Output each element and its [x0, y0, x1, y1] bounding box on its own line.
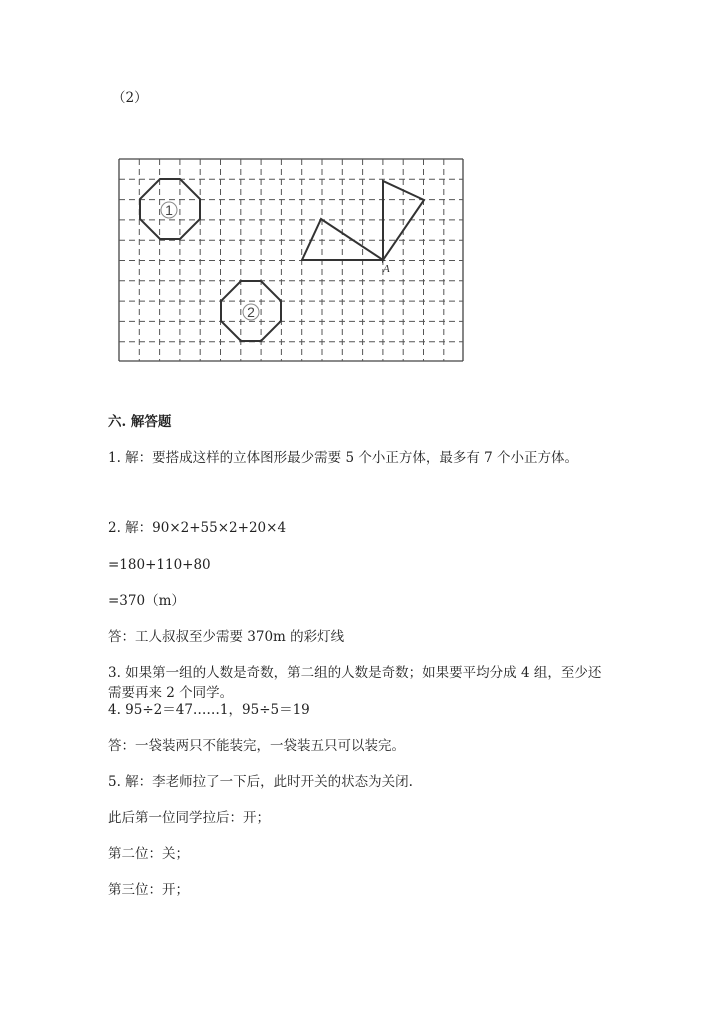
answer-2-conclusion: 答：工人叔叔至少需要 370m 的彩灯线	[108, 629, 345, 645]
grid-lines	[119, 159, 463, 361]
grid-figure	[118, 158, 468, 368]
octagon-1-label: 1	[165, 202, 173, 218]
answer-5-third: 第三位：开；	[108, 882, 189, 898]
answer-5-first: 此后第一位同学拉后：开；	[108, 810, 270, 826]
part-label: （2）	[112, 90, 148, 106]
answer-1: 1. 解：要搭成这样的立体图形最少需要 5 个小正方体，最多有 7 个小正方体。	[108, 450, 579, 466]
answer-5-intro: 5. 解：李老师拉了一下后，此时开关的状态为关闭.	[108, 774, 413, 790]
answer-4-expression: 4. 95÷2＝47……1，95÷5＝19	[108, 702, 310, 718]
answer-2-expression: 2. 解：90×2+55×2+20×4	[108, 520, 287, 536]
octagon-2-label: 2	[247, 304, 255, 320]
answer-5-second: 第二位：关；	[108, 846, 189, 862]
answer-2-step-2: =370（m）	[108, 593, 185, 609]
answer-4-conclusion: 答：一袋装两只不能装完，一袋装五只可以装完。	[108, 738, 405, 754]
answer-2-step-1: =180+110+80	[108, 557, 211, 573]
section-title: 六. 解答题	[108, 414, 172, 430]
answer-3: 3. 如果第一组的人数是奇数，第二组的人数是奇数；如果要平均分成 4 组，至少还需要再来 2 个同学。	[108, 665, 602, 701]
point-a-label: A	[383, 263, 390, 275]
